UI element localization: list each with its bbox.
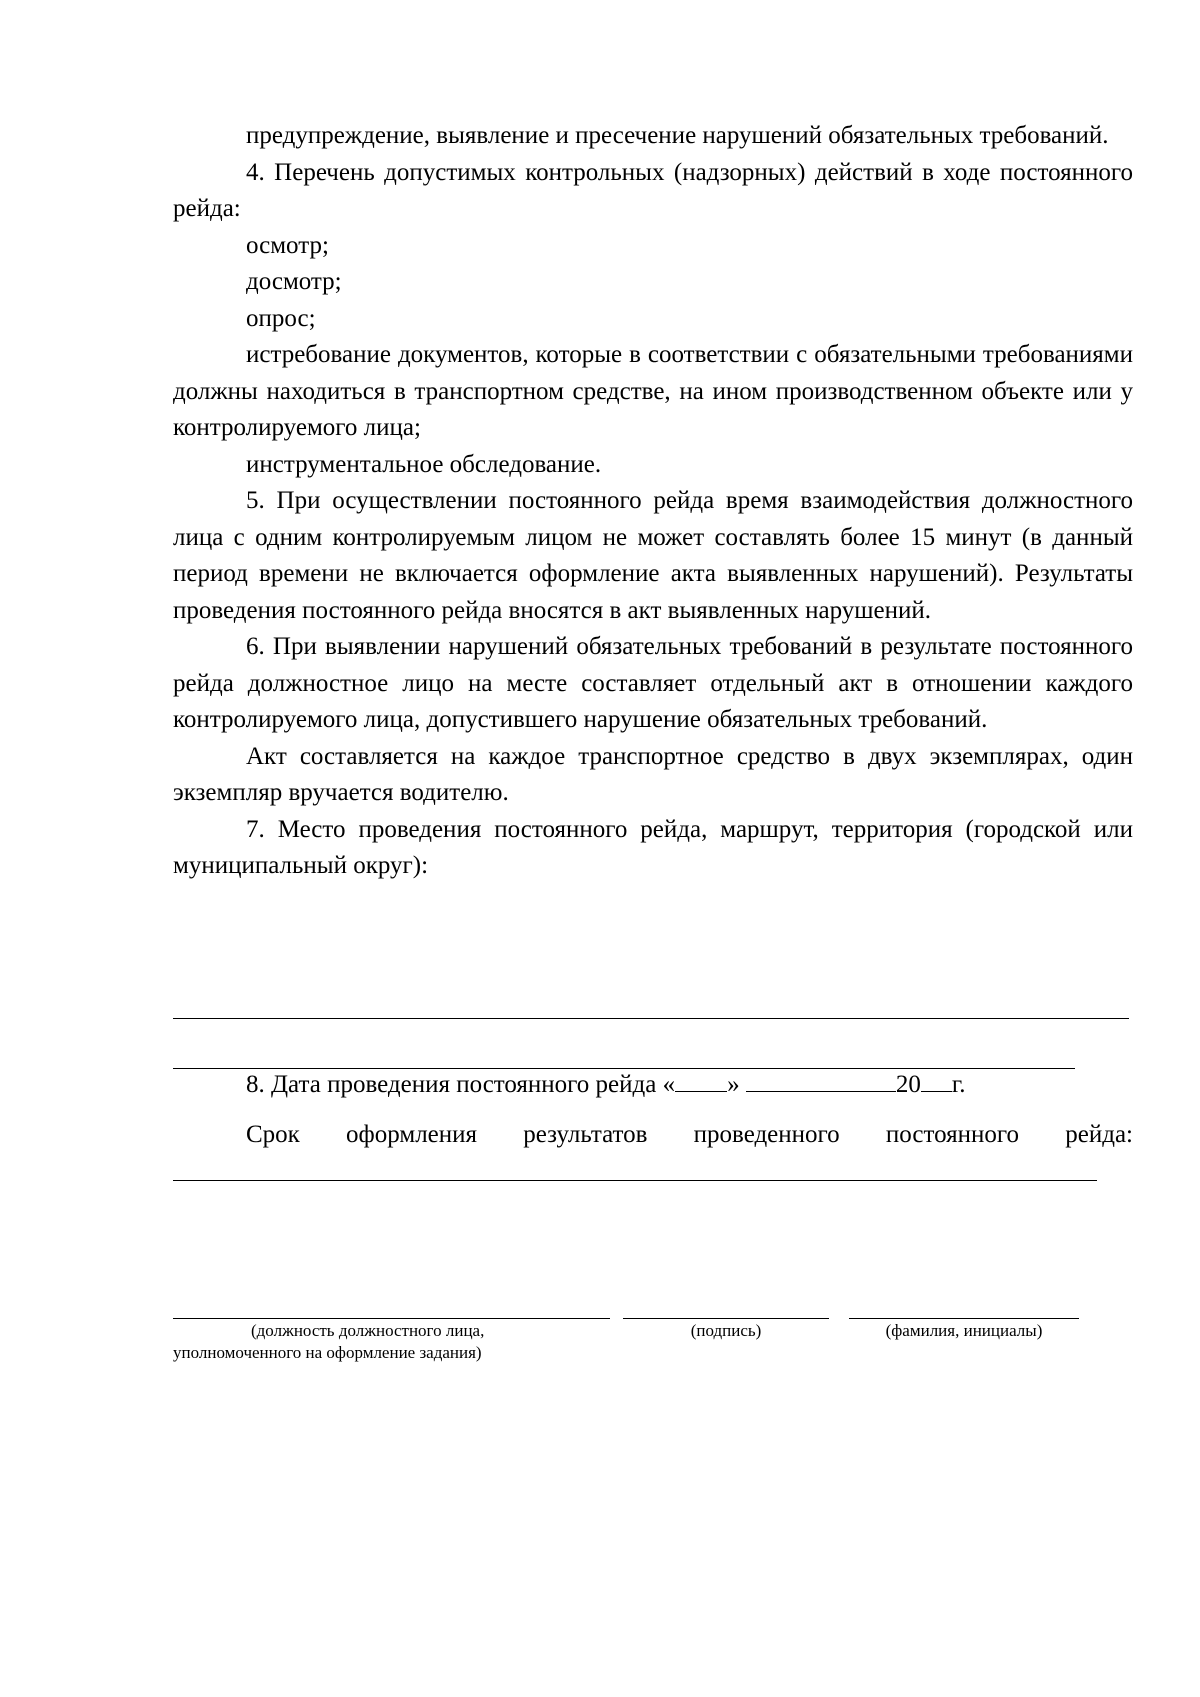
paragraph-7-raid-location: 7. Место проведения постоянного рейда, маршрут, территория (городской или муниципальный округ): — [173, 815, 1133, 879]
paragraph-6-violation-act: 6. При выявлении нарушений обязательных требований в результате постоянного рейда должностное лицо на месте составляет отдельный акт в отношении каждого контролируемого лица, допустившего нарушение обязательных требований. — [173, 633, 1133, 733]
raid-date-year-suffix: г. — [951, 1071, 966, 1098]
paragraph-5-interaction-time: 5. При осуществлении постоянного рейда время взаимодействия должностного лица с одним контролируемым лицом не может составлять более 15 минут (в данный период времени не включается оформление акта выявленных нарушений). Результаты проведения постоянного рейда вносятся в акт выявленных нарушений. — [173, 487, 1133, 624]
paragraph-instrumental-inspection: инструментальное обследование. — [246, 450, 602, 478]
position-signature-line[interactable] — [173, 1318, 610, 1319]
paragraph-act-copies: Акт составляется на каждое транспортное средство в двух экземплярах, один экземпляр вручается водителю. — [173, 742, 1133, 806]
paragraph-results-deadline: Срок оформления результатов проведенного постоянного рейда: — [246, 1121, 1133, 1148]
list-item: осмотр; — [246, 231, 329, 259]
raid-date-quote-close: » — [727, 1071, 740, 1098]
list-item: досмотр; — [246, 268, 342, 295]
paragraph-4-actions-list-intro: 4. Перечень допустимых контрольных (надзорных) действий в ходе постоянного рейда: — [173, 158, 1133, 222]
position-caption-line-2: уполномоченного на оформление задания) — [173, 1343, 482, 1362]
position-caption-line-1: (должность должностного лица, — [251, 1321, 485, 1340]
raid-date-label: 8. Дата проведения постоянного рейда « — [246, 1071, 676, 1098]
date-month-field[interactable] — [746, 1069, 896, 1092]
raid-date-year-prefix: 20 — [895, 1071, 921, 1098]
raid-date-line — [246, 1067, 966, 1103]
location-fill-line-1[interactable] — [173, 1018, 1129, 1019]
name-caption: (фамилия, инициалы) — [885, 1321, 1043, 1340]
date-year-field[interactable] — [921, 1069, 952, 1092]
signature-line[interactable] — [623, 1318, 829, 1319]
paragraph-violations-prevention: предупреждение, выявление и пресечение нарушений обязательных требований. — [246, 122, 1109, 149]
document-body — [173, 118, 1133, 885]
signature-caption: (подпись) — [690, 1321, 762, 1340]
deadline-fill-line[interactable] — [173, 1180, 1097, 1181]
paragraph-document-request: истребование документов, которые в соответствии с обязательными требованиями должны находиться в транспортном средстве, на ином производственном объекте или у контролируемого лица; — [173, 341, 1133, 441]
date-day-field[interactable] — [675, 1069, 727, 1092]
list-item: опрос; — [246, 304, 316, 332]
position-caption — [173, 1320, 603, 1364]
name-signature-line[interactable] — [849, 1318, 1079, 1319]
